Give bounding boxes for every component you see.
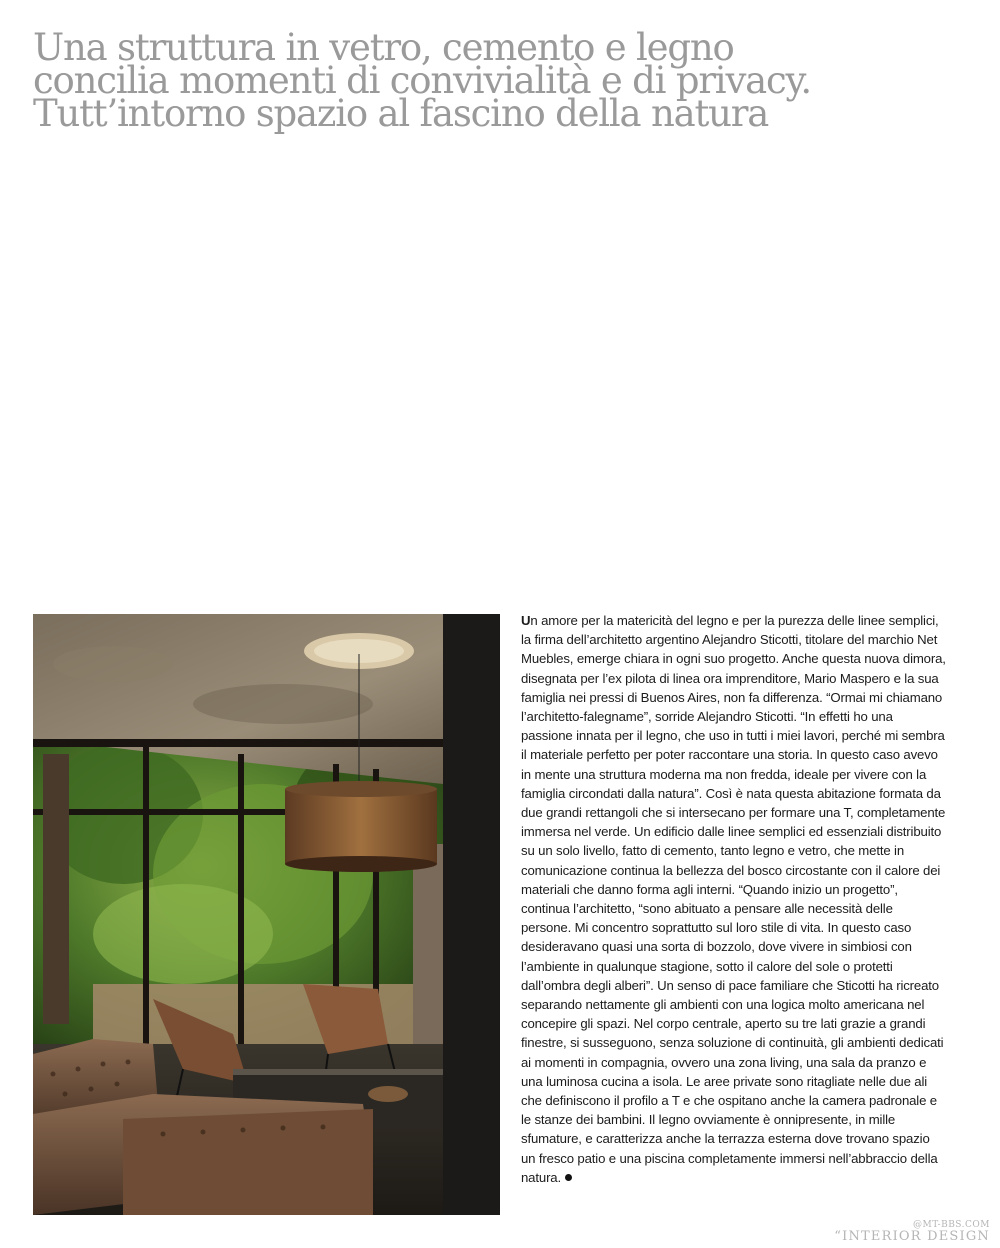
headline-line-3: Tutt’intorno spazio al fascino della natura xyxy=(33,92,769,135)
end-mark-icon xyxy=(565,1174,572,1181)
headline-line-2: concilia momenti di convivialità e di privacy. xyxy=(33,59,811,102)
drop-cap: U xyxy=(521,613,531,628)
article-body xyxy=(521,611,946,1187)
headline-line-1: Una struttura in vetro, cemento e legno xyxy=(33,26,734,69)
interior-photo xyxy=(33,614,500,1215)
headline xyxy=(33,26,933,135)
watermark xyxy=(834,1220,990,1244)
article-text: n amore per la matericità del legno e per la purezza delle linee semplici, la firma dell’architetto argentino Alejandro Sticotti, titolare del marchio Net Muebles, emerge chiara in ogni suo progetto. Anche questa nuova dimora, disegnata per l’ex pilota di linea ora imprenditore, Mario Maspero e la sua famiglia nei pressi di Buenos Aires, non fa differenza. “Ormai mi chiamano l’architetto-falegname”, sorride Alejandro Sticotti. “In effetti ho una passione innata per il legno, che uso in tutti i miei lavori, perché mi sembra il materiale perfetto per poter raccontare una storia. In questo caso avevo in mente una struttura moderna ma non fredda, ideale per vivere con la famiglia circondati dalla natura”. Così è nata questa abitazione formata da due grandi rettangoli che si intersecano per formare una T, completamente immersa nel verde. Un edificio dalle linee semplici ed essenziali distribuito su un solo livello, fatto di cemento, tanto legno e vetro, che mette in comunicazione continua la bellezza del bosco circostante con il calore dei materiali che danno forma agli interni. “Quando inizio un progetto”, continua l’architetto, “sono abituato a pensare alle necessità delle persone. Mi concentro soprattutto sul loro stile di vita. In questo caso desideravano quasi una sorta di bozzolo, dove vivere in simbiosi con l’ambiente in qualunque stagione, sotto il calore del sole o protetti dall’ombra degli alberi”. Un senso di pace familiare che Sticotti ha ricreato separando nettamente gli ambienti con una logica molto americana nel concepire gli spazi. Nel corpo centrale, aperto su tre lati grazie a grandi finestre, si susseguono, senza soluzione di continuità, gli ambienti dedicati ai momenti in compagnia, ovvero una zona living, una sala da pranzo e una luminosa cucina a isola. Le aree private sono ritagliate nelle due ali che definiscono il profilo a T e che ospitano anche la camera padronale e le stanze dei bambini. Il legno ovviamente è onnipresente, in mille sfumature, e caratterizza anche la terrazza esterna dove trovano spazio un fresco patio e una piscina completamente immersi nell’abbraccio della natura. xyxy=(521,613,946,1185)
watermark-label: “INTERIOR DESIGN xyxy=(834,1229,990,1244)
watermark-site: @MT-BBS.COM xyxy=(912,1220,990,1230)
